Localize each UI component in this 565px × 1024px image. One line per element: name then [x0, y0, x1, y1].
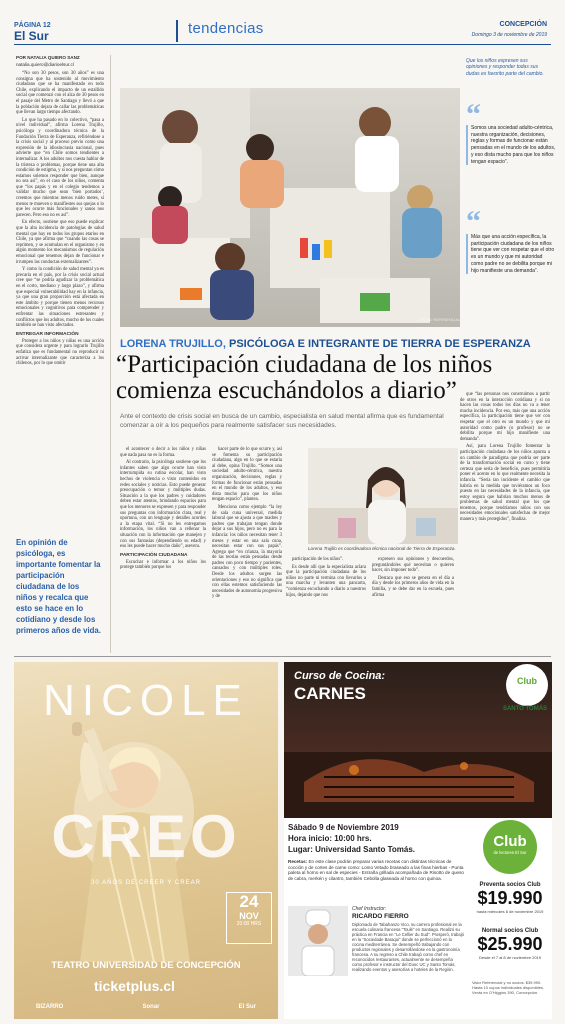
body-paragraph: el acontecer o decir a los niños y niñas que nada pasa no es la forma. — [120, 447, 206, 458]
lead-paragraph: En efecto, sostiene que eso puede explicar que la alta incidencia de patologías de salud mental que hay en todos los grupos etarios en Chile, ya que afirma que “cuando las cosas se reprimen, y se acumulan en el organismo y en algún momento los mecanismos de regulación emocional que tenemos dejan de funcionar e irrumpen las conductas externalizantes”. — [16, 220, 104, 265]
sponsor-logo: El Sur — [238, 1004, 256, 1010]
recipe-text: Recetas: En este clase podrán preparar varias recetas con distintas técnicas de cocción y de cortes de carne como: Lomo Vetado braseado a las finas hierbas - Punta paleta al horno en sal de especies - Entraña grillada acompañada de Risotto de queso de cabra, merkén y cilantro, también Cebolla glaseada al horno con quinoa. — [288, 859, 464, 881]
city-label: CONCEPCIÓN — [499, 21, 547, 28]
price-value: $19.990 — [477, 888, 543, 908]
byline-email[interactable]: natalia.quiero@diarioelsur.cl — [16, 62, 74, 67]
sponsor-logo: BIZARRO — [36, 1004, 64, 1010]
kicker-role: PSICÓLOGA E INTEGRANTE DE TIERRA DE ESPERANZA — [225, 338, 531, 350]
body-column-4 — [372, 557, 454, 600]
tour-title: CREO — [51, 803, 241, 870]
price-note: hasta miércoles 6 de noviembre 2019 — [476, 909, 544, 914]
lead-paragraph: “No son 30 pesos, son 30 años” es una consigna que ha sostenido al movimiento ciudadano que se ha manifestado en todo Chile, explicando el impacto de un estallido social que comenzó con el alza de 30 pesos en el pasaje del Metro de Santiago y llevó a que la población dejara de callar las problemáticas que llevan largo tiempo afectando. — [16, 71, 104, 116]
sponsor-logo: Sonar — [142, 1004, 160, 1010]
kicker — [120, 338, 560, 350]
body-paragraph: participación de los niños”. — [292, 557, 344, 562]
event-time: 20:00 HRS — [236, 921, 262, 927]
side-quote-2: Más que una acción específica, la participación ciudadana de los niños tiene que ver con respetar que el otro es un mundo y que mi autoridad como padre no se debilita porque mi hijo manifieste una demanda”. — [466, 234, 556, 274]
body-paragraph: Es desde allí que la especialista aclara que la participación ciudadana de los niños no parte ni termina con llevarlos a una marcha y levanten una pancarta, “comienza escuchando a diario a nuestros hijos, dejando que nos — [286, 564, 366, 598]
body-paragraph: Escuchar e informar a los niños los protege también porque los — [120, 559, 206, 571]
children-drawing-photo — [120, 88, 460, 327]
event-month: NOV — [239, 911, 259, 921]
event-day: 24 — [239, 892, 259, 911]
cooking-course-ad[interactable] — [284, 662, 552, 1019]
footer-note: Valor Referencial y no socios: $39.990. Hasta 10 cupos individuales disponibles. Venta en O'Higgins 390, Concepción. — [472, 980, 545, 995]
lead-paragraph: Y como la condición de salud mental ya es precaria en el país, por la crisis social actual cree que “se podría agudizar la problemática en el corto, mediano y largo plazo”, y afirma que especial vulnerabilidad hay en la infancia, ya que una gran proporción está afectada en este ámbito y porque tienen menos recursos emocionales y cognitivos para comprender y enfrentar las situaciones estresantes y conflictos que los adultos, mucho de los cuales también se han visto afectados. — [16, 267, 105, 329]
event-date-box — [226, 892, 272, 944]
quote-mark-icon: “ — [466, 98, 481, 131]
course-time: Hora inicio: 10:00 hrs. — [288, 834, 372, 843]
date-label: Domingo 3 de noviembre de 2019 — [471, 32, 547, 38]
body-column-2 — [212, 447, 282, 602]
side-intro: Que los niños expresen sus opiniones y responder todas sus dudas es favorito parte del cambio. — [466, 58, 544, 77]
headline: “Participación ciudadana de los niños comienza escuchándolos a diario” — [116, 351, 493, 404]
lead-paragraph: Lo que ha pasado en lo colectivo, “pasa a nivel individual”, afirma Lorena Trujillo, psicóloga y coordinadora técnica de la Fundación Tierra de Esperanza, refiriéndose a la crisis social y al proceso previo como una expresión de la idiosincrasia nacional, pues advierte que “en Chile somos tendientes a internalizar. A los adultos nos cuesta hablar de la tristeza o problemas, porque tiene una alta condición de estigma, y sí nos preguntan cómo estamos solemos responder que bien, aunque no sea así”, en el caso de los niños, comenta que “los papás y en el colegio tendemos a validar mucho que sean ‘bien portados’, creemos que mientras menos ruido metes, sí menos te mueven o manifiestes sus quejas o lo que les ocurre más funcionales y sanos nos parecen. Pero eso no es así”. — [16, 117, 105, 218]
body-paragraph: Al contrario, la psicóloga sostiene que los infantes saben que algo ocurre han visto interrumpida su rutina escolar, han visto hechos de violencia o visto contenidos en redes sociales y noticias. Esto puede generar preocupación o temor y múltiples dudas. Situación a la que los padres y cuidadores deben estar atentos, brindando espacios para que los menores se expresen y para responder sus preguntas con información clara, real y oportuna, con un lenguaje y detalles acordes a la etapa vital. “Si no les entregamos información, los niños van a rellenar la situación con la información que manejen y con sus fantasías (dependiendo su edad) y eso les puede hacer mucho daño”, asevera. — [120, 460, 206, 550]
pull-quote-left: En opinión de psicóloga, es importante fomentar la participación ciudadana de los niños y recalca que esto se hace en lo cotidiano y desde los primeros años de vida. — [16, 538, 101, 635]
main-photo — [120, 88, 460, 327]
body-column-5 — [460, 392, 550, 525]
course-subject: CARNES — [294, 684, 366, 703]
chef-name: RICARDO FIERRO — [352, 913, 409, 920]
course-details — [288, 822, 466, 855]
header-divider — [176, 20, 178, 42]
body-paragraph: que “las personas nos construimos a partir de otros en la interacción cotidiana y si no hacen las cosas todos los días no va a tener mucha incidencia. Por eso, más que una acción específica, la participación tiene que ver con respetar que el otro es un mundo y que mi autoridad como padre (o profesor) no se debilita porque mi hijo manifieste una demanda”. — [460, 392, 550, 442]
ads-separator — [14, 656, 551, 657]
side-quote-1: Somos una sociedad adulto-céntrica, nuestra organización, decisiones, reglas y formas de funcionar están pensadas en el mundo de los adultos, y eso dista mucho para que los niños tengan espacio”. — [466, 125, 556, 165]
byline-author: POR NATALIA QUIERO SANZ — [16, 55, 80, 60]
lead-subhead: ENTREGAR INFORMACIÓN — [16, 331, 79, 337]
club-subtitle: de lectores El Sur — [493, 850, 527, 855]
body-paragraph: hacer parte de lo que ocurre y, así se fomenta su participación ciudadana, algo en lo que se estaría al debe, opina Trujillo. “Somos una sociedad adulto-céntrica, nuestra organización, decisiones, reglas y formas de funcionar están pensadas en el mundo de los adultos, y eso dista mucho para que los niños tengan espacio”, plantea. — [212, 447, 282, 503]
body-subhead: PARTICIPACIÓN CIUDADANA — [120, 552, 188, 558]
price-box-preventa — [472, 882, 548, 914]
page-header — [0, 0, 565, 42]
club-badge-small: Club — [506, 664, 548, 706]
price-note: Desde el 7 al 8 de noviembre 2019 — [478, 955, 542, 960]
deck: Ante el contexto de crisis social en busca de un cambio, especialista en salud mental afirma que es fundamental comenzar a oír a los pequeños para realmente satisfacer sus necesidades. — [120, 413, 444, 429]
chef-photo — [288, 906, 348, 976]
sponsor-santo-tomas: SANTO TOMÁS — [502, 706, 548, 712]
concert-ad[interactable] — [14, 662, 278, 1019]
price-value: $25.990 — [477, 934, 543, 954]
event-venue: TEATRO UNIVERSIDAD DE CONCEPCIÓN — [51, 960, 241, 971]
tickets-link[interactable]: ticketplus.cl — [94, 978, 175, 994]
body-paragraph: Destaca que eso se genera en el día a día y desde los primeros años de vida en la familia, y se debe dar en la escuela, pues afirma — [372, 575, 454, 598]
chef-bio: Diplomado de Tabahanzo Vico, su carrera profesional en la escuela culinaria francesa “Toulé” en Santiago. Realizó su práctica en Francia en “Le Cellier du Sud”. Prosperó, trabajó en la “Sociedade Baraqui” donde se perfeccionó en la cocina mediterránea. Se desempeñó trabajando con productos regionales y desarrollándose en la gastronomía francesa. A su regreso a Chile trabajó como chef en reconocidos restaurantes, actualmente se desempeña como profesor e instructor del Duoc UC y Santo Tomás, realizando eventos y asesorías a hoteles de la Región. — [352, 922, 464, 972]
chef-label: Chef Instructor: — [352, 906, 387, 912]
portrait-caption: Lorena Trujillo es coordinadora técnica nacional de Tierra de Esperanza. — [308, 546, 456, 551]
section-title: tendencias — [188, 20, 264, 37]
body-paragraph: Menciona como ejemplo “la ley de sala cuna universal, medida laboral que se ajusta a que madres y padres que trabajan tengan donde dejar a sus hijos, pero no es para la infancia: los niños necesitan tener 3 meses y estar en una sala cuna, necesitan estar con sus papás”. Agrega que “en crianza, la mayoría de las teorías están pensadas desde padres con poco tiempo y pacientes, cansados y con múltiples roles. Desde los adultos surgen las orientaciones y eso no significa que con ellas estemos satisfaciendo las necesidades de autonomía progresiva y de — [212, 504, 282, 600]
page-label: PÁGINA 12 — [14, 22, 51, 29]
kicker-name: LORENA TRUJILLO, — [120, 338, 226, 350]
brand-logo: El Sur — [14, 29, 49, 43]
column-divider — [110, 55, 111, 653]
header-rule — [14, 44, 551, 45]
body-paragraph: Así, para Lorena Trujillo fomentar la participación ciudadana de los niños apunta a un cambio de paradigma que podría ser parte de la transformación social en curso y tiene certeza que sería de beneficio, pues permitiría poner el acento en lo que realmente necesita la infancia. “Sería tan incidente el cambio que habría en la medida que tuviéramos un foco puesto en las necesidades de la infancia, que estoy segura que habrían muchos menos de problemas de salud mental que los que tenemos, porque tendríamos niños con sus necesidades emocionales satisfechas de mejor manera y más protegidos”, finaliza. — [460, 444, 550, 523]
portrait-photo — [308, 448, 458, 544]
lead-paragraph: Proteger a los niños y niñas es una acción que considera urgente y para lograrlo Trujillo enfatiza que es fundamental no reproducir ni activar internalizante que caracteriza a los chilenos, por lo que omitir — [16, 338, 104, 367]
course-date: Sábado 9 de Noviembre 2019 — [288, 823, 399, 832]
price-box-normal — [472, 928, 548, 960]
sponsor-row — [36, 1004, 256, 1010]
price-label: Preventa socios Club — [479, 882, 541, 888]
tour-subtitle: 30 AÑOS DE CREER Y CREAR — [91, 880, 201, 886]
body-column-3 — [286, 557, 366, 600]
body-paragraph: expresen sus opiniones y descuerdos, preguntándoles qué necesitan o quieren hacer, sin imponer todo”. — [372, 557, 454, 574]
club-badge-large — [472, 818, 548, 876]
club-title: Club — [493, 833, 527, 850]
course-label: Curso de Cocina: — [294, 670, 386, 682]
price-label: Normal socios Club — [481, 928, 539, 934]
body-column-1 — [120, 447, 206, 573]
lead-text — [16, 71, 104, 369]
photo-credit: FOTO: REFERENCIAL — [420, 318, 460, 322]
quote-mark-icon: “ — [466, 205, 481, 238]
course-place: Lugar: Universidad Santo Tomás. — [288, 845, 415, 854]
artist-name: NICOLE — [43, 676, 249, 725]
